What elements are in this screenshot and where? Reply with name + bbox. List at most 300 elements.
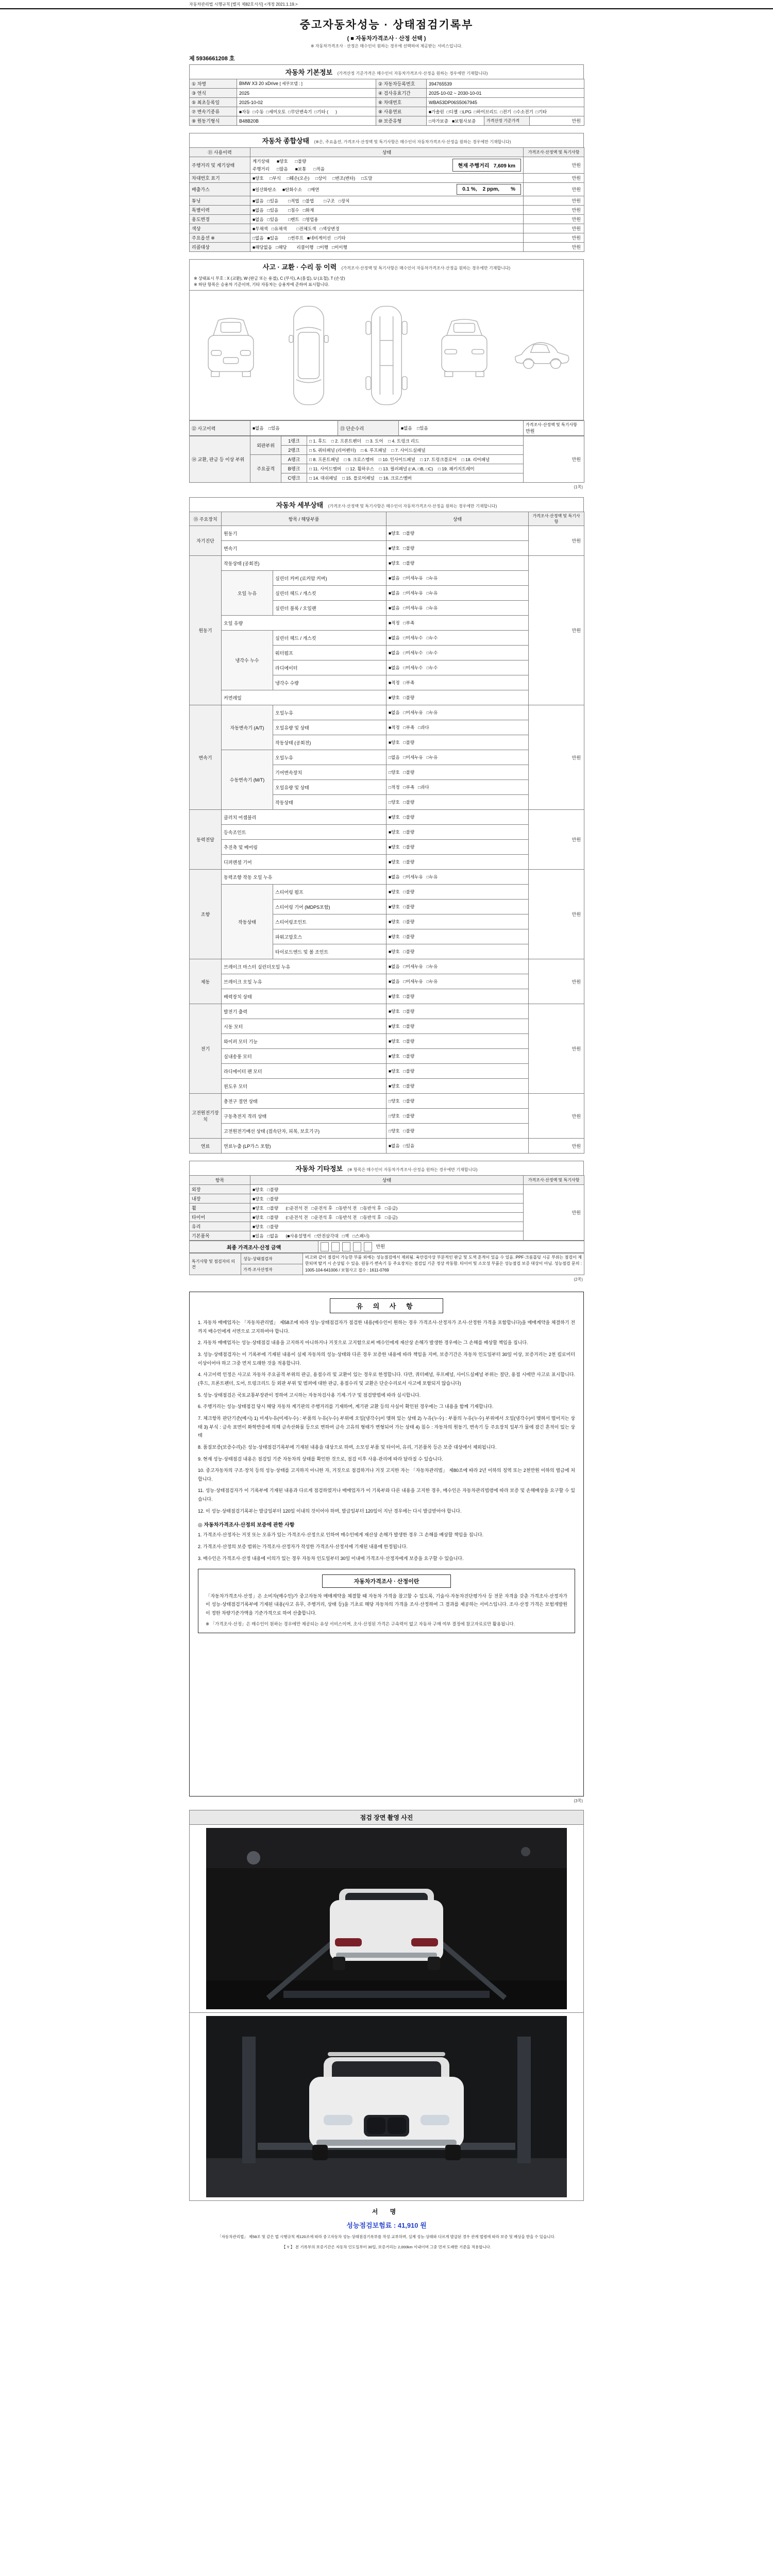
table-row xyxy=(190,1079,584,1094)
part-name: 충전구 절연 상태 xyxy=(222,1094,386,1109)
price-unit-cell: 만원 xyxy=(529,526,584,556)
table-row xyxy=(190,116,584,126)
emission-options: ■일산화탄소 ■탄화수소 □매연 xyxy=(253,187,320,192)
document-page xyxy=(189,13,584,2250)
part-name: 오일유량 및 상태 xyxy=(273,780,386,795)
field-label: ② 자동차등록번호 xyxy=(376,79,427,89)
signature-label: 서 명 xyxy=(372,2208,401,2216)
category-label: 수동변속기 (M/T) xyxy=(222,750,273,810)
table-row xyxy=(190,705,584,720)
fuel-options: ■가솔린 □디젤 □LPG □하이브리드 □전기 □수소전기 □기타 xyxy=(427,107,584,116)
field-label: ⑧ 사용연료 xyxy=(376,107,427,116)
table-row xyxy=(190,206,584,215)
row-label: 차대번호 표기 xyxy=(190,174,250,183)
price-survey-select-line: ( ■ 자동차가격조사 · 산정 선택 ) xyxy=(347,36,426,42)
part-name: 실린더 블록 / 오일팬 xyxy=(273,601,386,616)
status-code-legend: ※ 상태표시 부호 : X (교환), W (판금 또는 용접), C (부식), A (흠집), U (요철), T (손상) xyxy=(194,276,345,281)
column-header: 가격조사·산정액 및 특기사항 xyxy=(529,512,584,526)
special-history-options: ■없음 □있음 □침수 □화재 xyxy=(250,206,524,215)
remarks-table xyxy=(189,1253,584,1275)
misc-header xyxy=(189,1161,584,1175)
section-note: (※은, 주요옵션, 가격조사·산정액 및 특기사항은 매수인이 자동차가격조사·산정을 원하는 경우에만 기재합니다) xyxy=(314,140,511,144)
price-unit-cell: 만원 xyxy=(524,1185,584,1241)
status-options: ■양호 □불량 xyxy=(386,840,529,855)
field-label: ⑨ 원동기형식 xyxy=(190,116,237,126)
category-label: 냉각수 누수 xyxy=(222,631,273,690)
status-options: □양호 □불량 xyxy=(386,795,529,810)
notice-item: 2. 가격조사·산정의 보증 범위는 가격조사·산정자가 작성한 가격조사·산정서에 기재된 내용에 한정됩니다. xyxy=(198,1544,408,1549)
outer-panel-label: 외판부위 xyxy=(250,436,281,455)
row-label: 리콜대상 xyxy=(190,243,250,252)
field-label: ③ 연식 xyxy=(190,89,237,98)
status-options: □적정 □부족 □과다 xyxy=(386,780,529,795)
spacer xyxy=(189,490,584,496)
part-name: 작동상태 xyxy=(273,795,386,810)
group-label: 자기진단 xyxy=(190,526,222,556)
table-header-row xyxy=(190,1176,584,1185)
notices-section xyxy=(189,1292,584,1804)
status-options: ■양호 □불량 (□운전석 전 □운전석 후 □동반석 전 □동반석 후 □응급) xyxy=(250,1204,524,1213)
part-name: 냉각수 수량 xyxy=(273,675,386,690)
status-options: ■양호 □불량 xyxy=(386,690,529,705)
price-unit-cell: 만원 xyxy=(524,243,584,252)
price-unit-cell: 만원 xyxy=(529,1139,584,1154)
accident-history-label: ⑫ 사고이력 xyxy=(190,421,250,436)
notice-item: 9. 현재 성능·상태점검 내용은 점검일 기준 자동차의 상태를 확인한 것으로, 점검 이후 사용·관리에 따라 달라질 수 있습니다. xyxy=(198,1456,443,1462)
status-options: ■양호 □불량 xyxy=(386,1019,529,1034)
group-label: 조향 xyxy=(190,870,222,959)
table-row xyxy=(190,885,584,900)
section-title: 자동차 종합상태 xyxy=(262,137,310,145)
notice-item: 3. 매수인은 가격조사·산정 내용에 이의가 있는 경우 자동차 인도일부터 30일 이내에 가격조사·산정자에게 보증을 요구할 수 있습니다. xyxy=(198,1555,464,1561)
table-row xyxy=(190,243,584,252)
part-name: 원동기 xyxy=(222,526,386,541)
status-options: ■없음 □미세누유 □누유 xyxy=(386,959,529,974)
basic-info-header xyxy=(189,64,584,79)
rankC-parts: □ 14. 대쉬패널 □ 15. 플로어패널 □ 16. 크로스멤버 xyxy=(307,473,524,483)
section-title: 자동차 기타정보 xyxy=(295,1165,343,1173)
status-options: ■양호 □불량 xyxy=(386,1034,529,1049)
price-unit-cell: 만원 xyxy=(529,705,584,810)
car-diagram-top-view xyxy=(276,295,342,416)
price-unit-cell: 만원 xyxy=(524,436,584,483)
car-diagram-side-view xyxy=(509,295,575,416)
status-options: ■양호 □불량 xyxy=(386,914,529,929)
base-price-unit: 만원 xyxy=(530,116,584,126)
table-row xyxy=(190,1019,584,1034)
warranty-options: □자가보증 ■보험사보증 xyxy=(427,116,484,126)
simple-repair-options: ■없음 □있음 xyxy=(399,421,524,436)
part-name: 라디에이터 xyxy=(273,660,386,675)
part-name: 라디에이터 팬 모터 xyxy=(222,1064,386,1079)
status-options: ■양호 □불량 xyxy=(386,1064,529,1079)
inspection-photo-front xyxy=(189,2013,584,2201)
notice-item: 11. 성능·상태점검자가 이 기록부에 기재된 내용과 다르게 점검하였거나 매매업자가 이 기록부와 다른 내용을 고지한 경우, 매수인은 자동차관리법령에 따라 보증 및 손해배상을 요구할 수 있습니다. xyxy=(198,1488,575,1502)
price-survey-definition-box xyxy=(198,1569,575,1633)
inspector-label: 성능·상태점검자 xyxy=(241,1253,303,1264)
status-options: ■없음 □미세누유 □누유 xyxy=(386,974,529,989)
status-options: □양호 □불량 xyxy=(386,1109,529,1124)
notices-title: 유 의 사 항 xyxy=(330,1298,443,1313)
rankB-parts: □ 11. 사이드멤버 □ 12. 휠하우스 □ 13. 필러패널 (□A, □B, □C) □ 19. 패키지트레이 xyxy=(307,464,524,473)
table-row xyxy=(190,174,584,183)
table-row xyxy=(190,1049,584,1064)
status-options: ■양호 □불량 xyxy=(386,1079,529,1094)
legend-box xyxy=(189,274,584,291)
photo-rear-image xyxy=(206,1828,567,2009)
status-options: ■없음 □있음 xyxy=(386,1139,529,1154)
definition-title: 자동차가격조사 · 산정이란 xyxy=(322,1574,451,1588)
table-row xyxy=(190,1094,584,1109)
table-row xyxy=(190,750,584,765)
part-name: 스티어링 펌프 xyxy=(273,885,386,900)
final-price-table xyxy=(189,1241,584,1253)
price-survey-select-note: ※ 자동차가격조사 · 산정은 매수인이 원하는 경우에 선택하여 제공받는 서비스입니다. xyxy=(310,44,463,48)
price-unit-cell: 만원 xyxy=(524,233,584,243)
status-options: □없음 □미세누유 □누유 xyxy=(386,750,529,765)
part-name: 윈도우 모터 xyxy=(222,1079,386,1094)
status-options: ■양호 □불량 xyxy=(386,855,529,870)
table-row xyxy=(190,631,584,646)
price-digit-box xyxy=(321,1242,329,1251)
column-header: 상태 xyxy=(386,512,529,526)
table-header-row xyxy=(190,148,584,157)
row-label: 주요옵션 ※ xyxy=(190,233,250,243)
field-label: ⑥ 차대번호 xyxy=(376,98,427,107)
row-label: 내장 xyxy=(190,1194,250,1204)
price-unit: 만원 xyxy=(376,1244,385,1249)
row-label: 유리 xyxy=(190,1222,250,1231)
basic-info-section xyxy=(189,64,584,126)
status-options: ■양호 □불량 xyxy=(386,900,529,914)
table-row xyxy=(190,556,584,571)
status-options: ■양호 □불량 xyxy=(250,1194,524,1204)
section-note: (가격조사·산정액 및 특기사항은 매수인이 자동차가격조사·산정을 원하는 경우에만 기재합니다) xyxy=(328,504,497,509)
price-unit-cell: 만원 xyxy=(524,174,584,183)
row-label: 특별이력 xyxy=(190,206,250,215)
current-mileage-badge: 현재 주행거리 7,609 km xyxy=(452,159,521,172)
price-digit-box xyxy=(342,1242,350,1251)
price-digit-box xyxy=(331,1242,340,1251)
inspection-photo-rear xyxy=(189,1825,584,2013)
table-row xyxy=(190,810,584,825)
part-name: 오일유량 및 상태 xyxy=(273,720,386,735)
status-options: ■적정 □부족 xyxy=(386,675,529,690)
part-name: 작동상태 (공회전) xyxy=(222,556,386,571)
final-price-value xyxy=(318,1241,584,1253)
photo-section-title: 점검 장면 촬영 사진 xyxy=(189,1810,584,1825)
field-label: ④ 검사유효기간 xyxy=(376,89,427,98)
table-row xyxy=(190,1185,584,1194)
price-unit-cell: 만원 xyxy=(524,206,584,215)
group-label: 전기 xyxy=(190,1004,222,1094)
car-submodel: [ 세부모델 : ] xyxy=(279,81,303,86)
simple-repair-label: ⑬ 단순수리 xyxy=(338,421,399,436)
part-name: 실내송풍 모터 xyxy=(222,1049,386,1064)
top-divider xyxy=(0,8,773,9)
table-row xyxy=(190,870,584,885)
status-options: ■양호 □불량 xyxy=(386,989,529,1004)
accident-history-options: ■없음 □있음 xyxy=(250,421,338,436)
notice-item: 3. 성능·상태점검자는 이 기록부에 기재된 내용이 실제 자동차의 성능·상태와 다른 경우 보증한 내용에 따라 책임을 지며, 보증기간은 자동차 인도일부터 30일 이상, 보증거리는 2천 킬로미터 이상이어야 하고 그중 먼저 도래한 것을 적용합니다. xyxy=(198,1352,575,1366)
table-row xyxy=(190,1109,584,1124)
section-note: (가격산정 기준가격은 매수인이 자동차가격조사·산정을 원하는 경우에만 기재합니다) xyxy=(337,71,488,76)
status-options: ■양호 □불량 xyxy=(386,944,529,959)
tuning-options: ■없음 □있음 □적법 □불법 □구조 □장치 xyxy=(250,196,524,206)
table-row xyxy=(190,989,584,1004)
part-name: 스티어링 기어 (MDPS포함) xyxy=(273,900,386,914)
table-row xyxy=(190,690,584,705)
status-options: ■양호 □불량 xyxy=(386,825,529,840)
part-name: 발전기 출력 xyxy=(222,1004,386,1019)
notice-item: 10. 중고자동차의 구조·장치 등의 성능·상태를 고지하지 아니한 자, 거짓으로 점검하거나 거짓 고지한 자는 「자동차관리법」 제80조에 따라 2년 이하의 징역 또는 2천만원 이하의 벌금에 처합니다. xyxy=(198,1468,575,1482)
rank-label: C랭크 xyxy=(281,473,307,483)
field-value xyxy=(237,79,376,89)
category-label: 자동변속기 (A/T) xyxy=(222,705,273,750)
basic-info-table xyxy=(189,79,584,126)
remarks-header: 특기사항 및 점검자의 의견 xyxy=(190,1253,241,1275)
price-digit-box xyxy=(353,1242,361,1251)
group-label: 원동기 xyxy=(190,556,222,705)
part-name: 실린더 커버 (로커암 커버) xyxy=(273,571,386,586)
part-name: 오일 유량 xyxy=(222,616,386,631)
price-unit-cell: 만원 xyxy=(529,959,584,1004)
part-name: 배력장치 상태 xyxy=(222,989,386,1004)
row-label: 주행거리 및 계기상태 xyxy=(190,157,250,174)
transmission-options: ■자동 □수동 □세미오토 □무단변속기 □기타 ( ) xyxy=(237,107,376,116)
status-options: ■없음 □미세누수 □누수 xyxy=(386,646,529,660)
part-name: 워터펌프 xyxy=(273,646,386,660)
status-options: ■없음 □미세누유 □누유 xyxy=(386,586,529,601)
group-label: 고전원전기장치 xyxy=(190,1094,222,1139)
table-row xyxy=(190,233,584,243)
summary-header xyxy=(189,133,584,147)
price-digit-box xyxy=(364,1242,372,1251)
status-options: ■양호 □불량 (□운전석 전 □운전석 후 □동반석 전 □동반석 후 □응급) xyxy=(250,1213,524,1222)
column-header: 상태 xyxy=(250,148,524,157)
mileage-level-options: 주행거리 □많음 ■보통 □적음 xyxy=(253,166,325,172)
price-unit-cell: 만원 xyxy=(524,183,584,196)
emission-values-badge: 0.1 %, 2 ppm, % xyxy=(457,184,521,195)
exchange-panel-table xyxy=(189,436,584,483)
part-name: 추진축 및 베어링 xyxy=(222,840,386,855)
field-label: ⑦ 변속기종류 xyxy=(190,107,237,116)
row-label: 배출가스 xyxy=(190,183,250,196)
status-options: ■있음 □없음 (■사용설명서 □안전삼각대 □잭 □스패너) xyxy=(250,1231,524,1241)
misc-section xyxy=(189,1161,584,1282)
notice-item: 6. 주행거리는 성능·상태점검 당시 해당 자동차 계기판의 주행거리를 기재하며, 계기판 교환 등의 사실이 확인된 경우에는 그 내용을 함께 기재합니다. xyxy=(198,1404,494,1410)
part-name: 구동축전지 격리 상태 xyxy=(222,1109,386,1124)
rank-label: B랭크 xyxy=(281,464,307,473)
status-options: ■없음 □미세누유 □누유 xyxy=(386,571,529,586)
color-options: ■무채색 □유채색 □전체도색 □색상변경 xyxy=(250,224,524,233)
base-price-label: 가격산정 기준가격 xyxy=(484,116,530,126)
price-unit-cell: 만원 xyxy=(529,1004,584,1094)
group-label: 연료 xyxy=(190,1139,222,1154)
price-unit: 만원 xyxy=(526,429,535,434)
spacer xyxy=(189,126,584,132)
mileage-status-cell xyxy=(250,157,524,174)
part-name: 브레이크 오일 누유 xyxy=(222,974,386,989)
part-name: 클러치 어셈블리 xyxy=(222,810,386,825)
field-value: WBA53DP06S5067945 xyxy=(427,98,584,107)
car-diagram-front-view xyxy=(198,295,264,416)
rank-label: 2랭크 xyxy=(281,446,307,455)
detail-header xyxy=(189,497,584,512)
price-unit-cell: 만원 xyxy=(524,215,584,224)
section-title: 자동차 기본정보 xyxy=(285,69,333,76)
section-note: (※ 항목은 매수인이 자동차가격조사·산정을 원하는 경우에만 기재합니다) xyxy=(347,1167,478,1172)
price-unit-cell: 만원 xyxy=(529,556,584,705)
recall-options: ■해당없음 □해당 리콜이행 □이행 □미이행 xyxy=(250,243,524,252)
status-options: ■양호 □불량 xyxy=(386,1049,529,1064)
group-label: 제동 xyxy=(190,959,222,1004)
final-price-label: 최종 가격조사·산정 금액 xyxy=(190,1241,318,1253)
price-unit-cell: 만원 xyxy=(529,1094,584,1139)
part-name: 등속조인트 xyxy=(222,825,386,840)
form-reference: 자동차관리법 시행규칙 [별지 제82호서식] <개정 2021.1.19.> xyxy=(189,2,298,7)
summary-table xyxy=(189,147,584,252)
row-label: 기본품목 xyxy=(190,1231,250,1241)
table-row xyxy=(190,215,584,224)
field-value: B48B20B xyxy=(237,116,376,126)
rank-label: A랭크 xyxy=(281,455,307,464)
part-name: 브레이크 마스터 실린더오일 누유 xyxy=(222,959,386,974)
accident-header xyxy=(189,259,584,274)
section-title: 사고 · 교환 · 수리 등 이력 xyxy=(262,263,337,271)
table-row xyxy=(190,1139,584,1154)
spacer xyxy=(189,1154,584,1160)
row-label: 휠 xyxy=(190,1204,250,1213)
price-warranty-subheading: ◎ 자동차가격조사·산정의 보증에 관한 사항 xyxy=(198,1522,295,1529)
main-frame-label: 주요골격 xyxy=(250,455,281,483)
table-row xyxy=(190,421,584,436)
page-marker: (1쪽) xyxy=(574,485,583,489)
car-name: BMW X3 20 xDrive xyxy=(239,81,279,86)
column-header: ⑮ 주요장치 xyxy=(190,512,222,526)
part-name: 오일누유 xyxy=(273,750,386,765)
group-label: 변속기 xyxy=(190,705,222,810)
part-name: 연료누출 (LP가스 포함) xyxy=(222,1139,386,1154)
spacer xyxy=(189,1282,584,1289)
table-row xyxy=(190,541,584,556)
row-label: 외장 xyxy=(190,1185,250,1194)
signature-section xyxy=(189,2207,584,2250)
accident-flags-table xyxy=(189,420,584,436)
rank-label: 1랭크 xyxy=(281,436,307,446)
table-row xyxy=(190,840,584,855)
photo-section xyxy=(189,1810,584,2201)
table-row xyxy=(190,436,584,446)
status-options: ■양호 □불량 xyxy=(386,526,529,541)
group-label: 동력전달 xyxy=(190,810,222,870)
document-header xyxy=(189,13,584,50)
vin-status-options: ■양호 □부식 □훼손(오손) □상이 □변조(변타) □도말 xyxy=(250,174,524,183)
section-note: (가격조사·산정액 및 특기사항은 매수인이 자동차가격조사·산정을 원하는 경우에만 기재합니다) xyxy=(341,266,511,270)
definition-note: ※ 「가격조사·산정」은 매수인이 원하는 경우에만 제공되는 유상 서비스이며, 조사·산정된 가격은 구속력이 없고 자동차 구매 여부 결정에 참고자료로만 활용됩니다. xyxy=(206,1621,515,1626)
photo-front-image xyxy=(206,2016,567,2197)
field-label: ⑩ 보증유형 xyxy=(376,116,427,126)
status-options: ■없음 □미세누수 □누수 xyxy=(386,660,529,675)
section-title: 자동차 세부상태 xyxy=(276,501,324,509)
vehicle-basis-legend: ※ 하단 항목은 승용차 기준이며, 기타 자동차는 승용차에 준하여 표시합니다. xyxy=(194,282,329,287)
footer-note-1: 「자동차관리법」 제58조 및 같은 법 시행규칙 제120조에 따라 중고자동차 성능·상태점검기록부를 작성·교부하며, 실제 성능·상태와 다르게 발급된 경우 관계 법령에 따라 보증 및 배상을 받을 수 있습니다. xyxy=(217,2234,556,2240)
part-name: 파워고압호스 xyxy=(273,929,386,944)
rank1-parts: □ 1. 후드 □ 2. 프론트펜더 □ 3. 도어 □ 4. 트렁크 리드 xyxy=(307,436,524,446)
status-options: □양호 □불량 xyxy=(386,765,529,780)
status-options: □양호 □불량 xyxy=(386,1124,529,1139)
table-row xyxy=(190,1124,584,1139)
table-row xyxy=(190,157,584,174)
definition-text: 「자동차가격조사·산정」은 소비자(매수인)가 중고자동차 매매계약을 체결할 때 자동차 가격을 참고할 수 있도록, 기술사·자동차진단평가사 등 전문 자격을 갖춘 가격조사·산정자가 이 성능·상태점검기록부에 기재된 내용(사고 유무, 주행거리, 상태 등)을 기초로 해당 자동차의 가격을 조사·산정하여 그 결과를 제공하는 서비스입니다. 조사·산정 가격은 보험개발원이 정한 차량기준가액을 기준가격으로 하여 산출합니다. xyxy=(206,1594,567,1616)
row-label: 타이어 xyxy=(190,1213,250,1222)
accident-history-section xyxy=(189,259,584,490)
rank2-parts: □ 5. 쿼터패널 (리어펜더) □ 6. 루프패널 □ 7. 사이드실패널 xyxy=(307,446,524,455)
part-name: 오일누유 xyxy=(273,705,386,720)
notice-item: 1. 자동차 매매업자는 「자동차관리법」 제58조에 따라 성능·상태점검자가 점검한 내용(매수인이 원하는 경우 가격조사·산정자가 조사·산정한 가격을 포함합니다)을 매매계약을 체결하기 전까지 매수인에게 서면으로 고지하여야 합니다. xyxy=(198,1320,575,1334)
status-options: □양호 □불량 xyxy=(386,1094,529,1109)
table-row xyxy=(190,571,584,586)
row-label: 용도변경 xyxy=(190,215,250,224)
page-marker: (3쪽) xyxy=(574,1799,583,1804)
page-marker: (2쪽) xyxy=(574,1277,583,1282)
field-value: 2025 xyxy=(237,89,376,98)
price-cell xyxy=(524,421,584,436)
table-row xyxy=(190,825,584,840)
part-name: 시동 모터 xyxy=(222,1019,386,1034)
table-row xyxy=(190,1241,584,1253)
part-name: 작동상태 (공회전) xyxy=(273,735,386,750)
notice-item: 7. 체크항목 판단기준(예시) 1) 미세누유(미세누수) : 부품의 누유(누수) 부위에 오일(냉각수)이 맺혀 있는 상태 2) 누유(누수) : 부품의 누유(누수) 부위에서 오일(냉각수)이 맺혀서 떨어지는 상태 3) 부식 : 금속 표면이 화학반응에 의해 금속산화물 등으로 변하여 금속 고유의 형태가 변형되어 가는 상태 4) 침수 : 자동차의 원동기, 변속기 등 주요장치 일부가 물에 잠긴 흔적이 있는 상태 xyxy=(198,1415,575,1438)
usage-change-options: ■없음 □있음 □렌트 □영업용 xyxy=(250,215,524,224)
table-row xyxy=(190,183,584,196)
notice-item: 2. 자동차 매매업자는 성능·상태점검 내용을 고지하지 아니하거나 거짓으로 고지함으로써 매수인에게 재산상 손해가 발생한 경우에는 그 손해를 배상할 책임을 집니다. xyxy=(198,1340,528,1346)
main-options: □없음 ■있음 □썬루프 ■네비게이션 □기타 xyxy=(250,233,524,243)
price-unit-cell: 만원 xyxy=(524,196,584,206)
car-diagram-rear-view xyxy=(431,295,497,416)
table-row xyxy=(190,98,584,107)
price-unit-cell: 만원 xyxy=(524,157,584,174)
field-value: 2025-10-02 xyxy=(237,98,376,107)
part-name: 동력조향 작동 오일 누유 xyxy=(222,870,386,885)
footer-note-2: 【 Y 】 본 기록부의 보증기간은 자동차 인도일부터 30일, 보증거리는 2,000km 이내이며 그중 먼저 도래한 기준을 적용합니다. xyxy=(281,2245,491,2250)
notice-item: 4. 사고이력 인정은 사고로 자동차 주요골격 부위의 판금, 용접수리 및 교환이 있는 경우로 한정합니다. 다만, 쿼터패널, 루프패널, 사이드실패널 부위는 절단, 용접 시에만 사고로 표시합니다. (후드, 프론트펜더, 도어, 트렁크리드 등 외판 부위 및 범퍼에 대한 판금, 용접수리 및 교환은 단순수리로서 사고에 포함되지 않습니다) xyxy=(198,1372,575,1386)
status-options: ■없음 □미세누수 □누수 xyxy=(386,631,529,646)
status-options: ■양호 □불량 xyxy=(386,1004,529,1019)
spacer xyxy=(189,252,584,258)
notice-item: 5. 성능·상태점검은 국토교통부장관이 정하여 고시하는 자동차검사용 기계·기구 및 점검방법에 따라 실시합니다. xyxy=(198,1392,421,1398)
field-value: 394765539 xyxy=(427,79,584,89)
inspector-opinion-text: 비고와 같이 점검이 가능한 부품 외에는 성능점검에서 제외됨. 육안검사상 부분적인 판금 및 도색 흔적이 있을 수 있음. PPF·크롬몰딩 시공 부위는 점검이 제한되며 탈거 시 손상될 수 있음. 원동기·변속기 등 주요장치는 점검일 기준 정상 작동함. 타이어 및 소모성 부품은 성능점검 보증 대상이 아님. 성능점검 문의 : 1005-104-641006 / 보험사고 접수 : 1611-0769 xyxy=(303,1253,584,1275)
field-label: ① 차명 xyxy=(190,79,237,89)
table-row xyxy=(190,974,584,989)
table-row xyxy=(190,1064,584,1079)
column-header: 항목 xyxy=(190,1176,250,1185)
category-label: 작동상태 xyxy=(222,885,273,959)
part-name: 변속기 xyxy=(222,541,386,556)
status-options: ■양호 □불량 xyxy=(386,735,529,750)
status-options: ■양호 □불량 xyxy=(386,929,529,944)
odometer-status-options: 계기상태 ■양호 □불량 xyxy=(253,159,307,164)
column-header: ⑪ 사용이력 xyxy=(190,148,250,157)
row-label: 튜닝 xyxy=(190,196,250,206)
price-column-header: 가격조사·산정액 및 특기사항 xyxy=(526,422,577,427)
status-options: ■양호 □불량 xyxy=(386,541,529,556)
emission-status-cell xyxy=(250,183,524,196)
status-options: ■양호 □불량 xyxy=(250,1222,524,1231)
price-unit-cell: 만원 xyxy=(529,870,584,959)
part-name: 커먼레일 xyxy=(222,690,386,705)
